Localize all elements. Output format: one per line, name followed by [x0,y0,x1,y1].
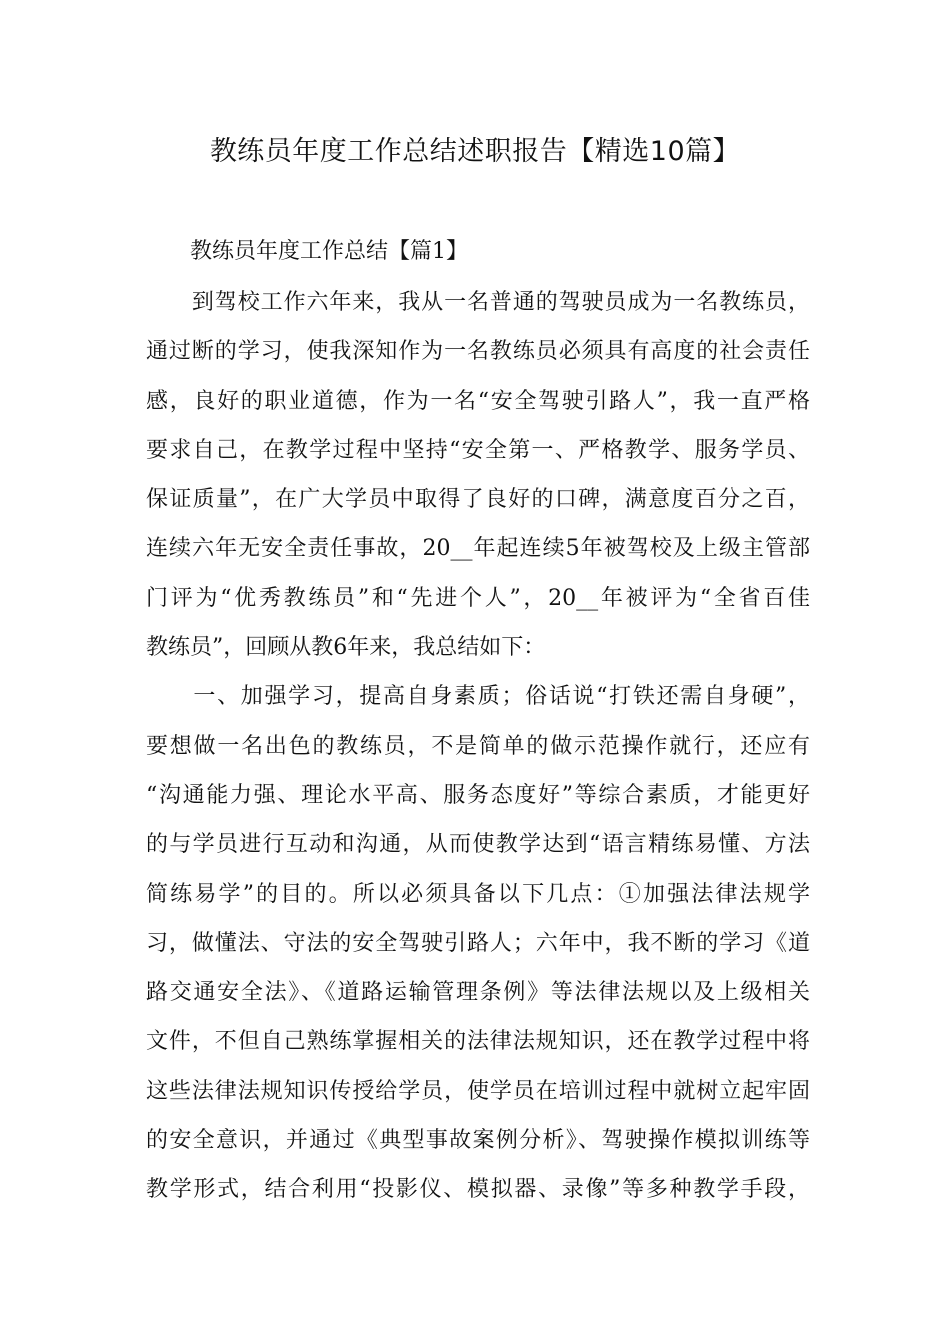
document-title: 教练员年度工作总结述职报告【精选10篇】 [209,136,741,167]
body-line: 到驾校工作六年来，我从一名普通的驾驶员成为一名教练员， [146,290,810,315]
body-text [146,278,810,1215]
body-line: 连续六年无安全责任事故，20__年起连续5年被驾校及上级主管部 [146,536,810,562]
body-line: 教学形式，结合利用“投影仪、模拟器、录像”等多种教学手段， [146,1177,810,1203]
body-line: 习，做懂法、守法的安全驾驶引路人；六年中，我不断的学习《道 [146,930,810,956]
body-line: 这些法律法规知识传授给学员，使学员在培训过程中就树立起牢固 [146,1078,810,1104]
body-line: 文件，不但自己熟练掌握相关的法律法规知识，还在教学过程中将 [146,1029,810,1055]
body-line: 一、加强学习，提高自身素质；俗话说“打铁还需自身硬”， [146,684,810,710]
body-line: 通过断的学习，使我深知作为一名教练员必须具有高度的社会责任 [146,339,810,365]
body-line: 路交通安全法》、《道路运输管理条例》等法律法规以及上级相关 [146,980,810,1006]
body-line: 保证质量”，在广大学员中取得了良好的口碑，满意度百分之百， [146,487,810,513]
body-line: 要想做一名出色的教练员，不是简单的做示范操作就行，还应有 [146,733,810,759]
body-line: 的与学员进行互动和沟通，从而使教学达到“语言精练易懂、方法 [146,832,810,858]
body-line: 教练员”，回顾从教6年来，我总结如下： [146,635,546,661]
body-line: 的安全意识，并通过《典型事故案例分析》、驾驶操作模拟训练等 [146,1128,810,1154]
section-heading: 教练员年度工作总结【篇1】 [190,239,468,264]
body-line: “沟通能力强、理论水平高、服务态度好”等综合素质，才能更好 [146,782,810,808]
body-line: 要求自己，在教学过程中坚持“安全第一、严格教学、服务学员、 [146,437,810,463]
body-line: 简练易学”的目的。所以必须具备以下几点：①加强法律法规学 [146,881,810,907]
body-line: 感，良好的职业道德，作为一名“安全驾驶引路人”，我一直严格 [146,388,810,414]
body-line: 门评为“优秀教练员”和“先进个人”，20__年被评为“全省百佳 [146,585,810,611]
